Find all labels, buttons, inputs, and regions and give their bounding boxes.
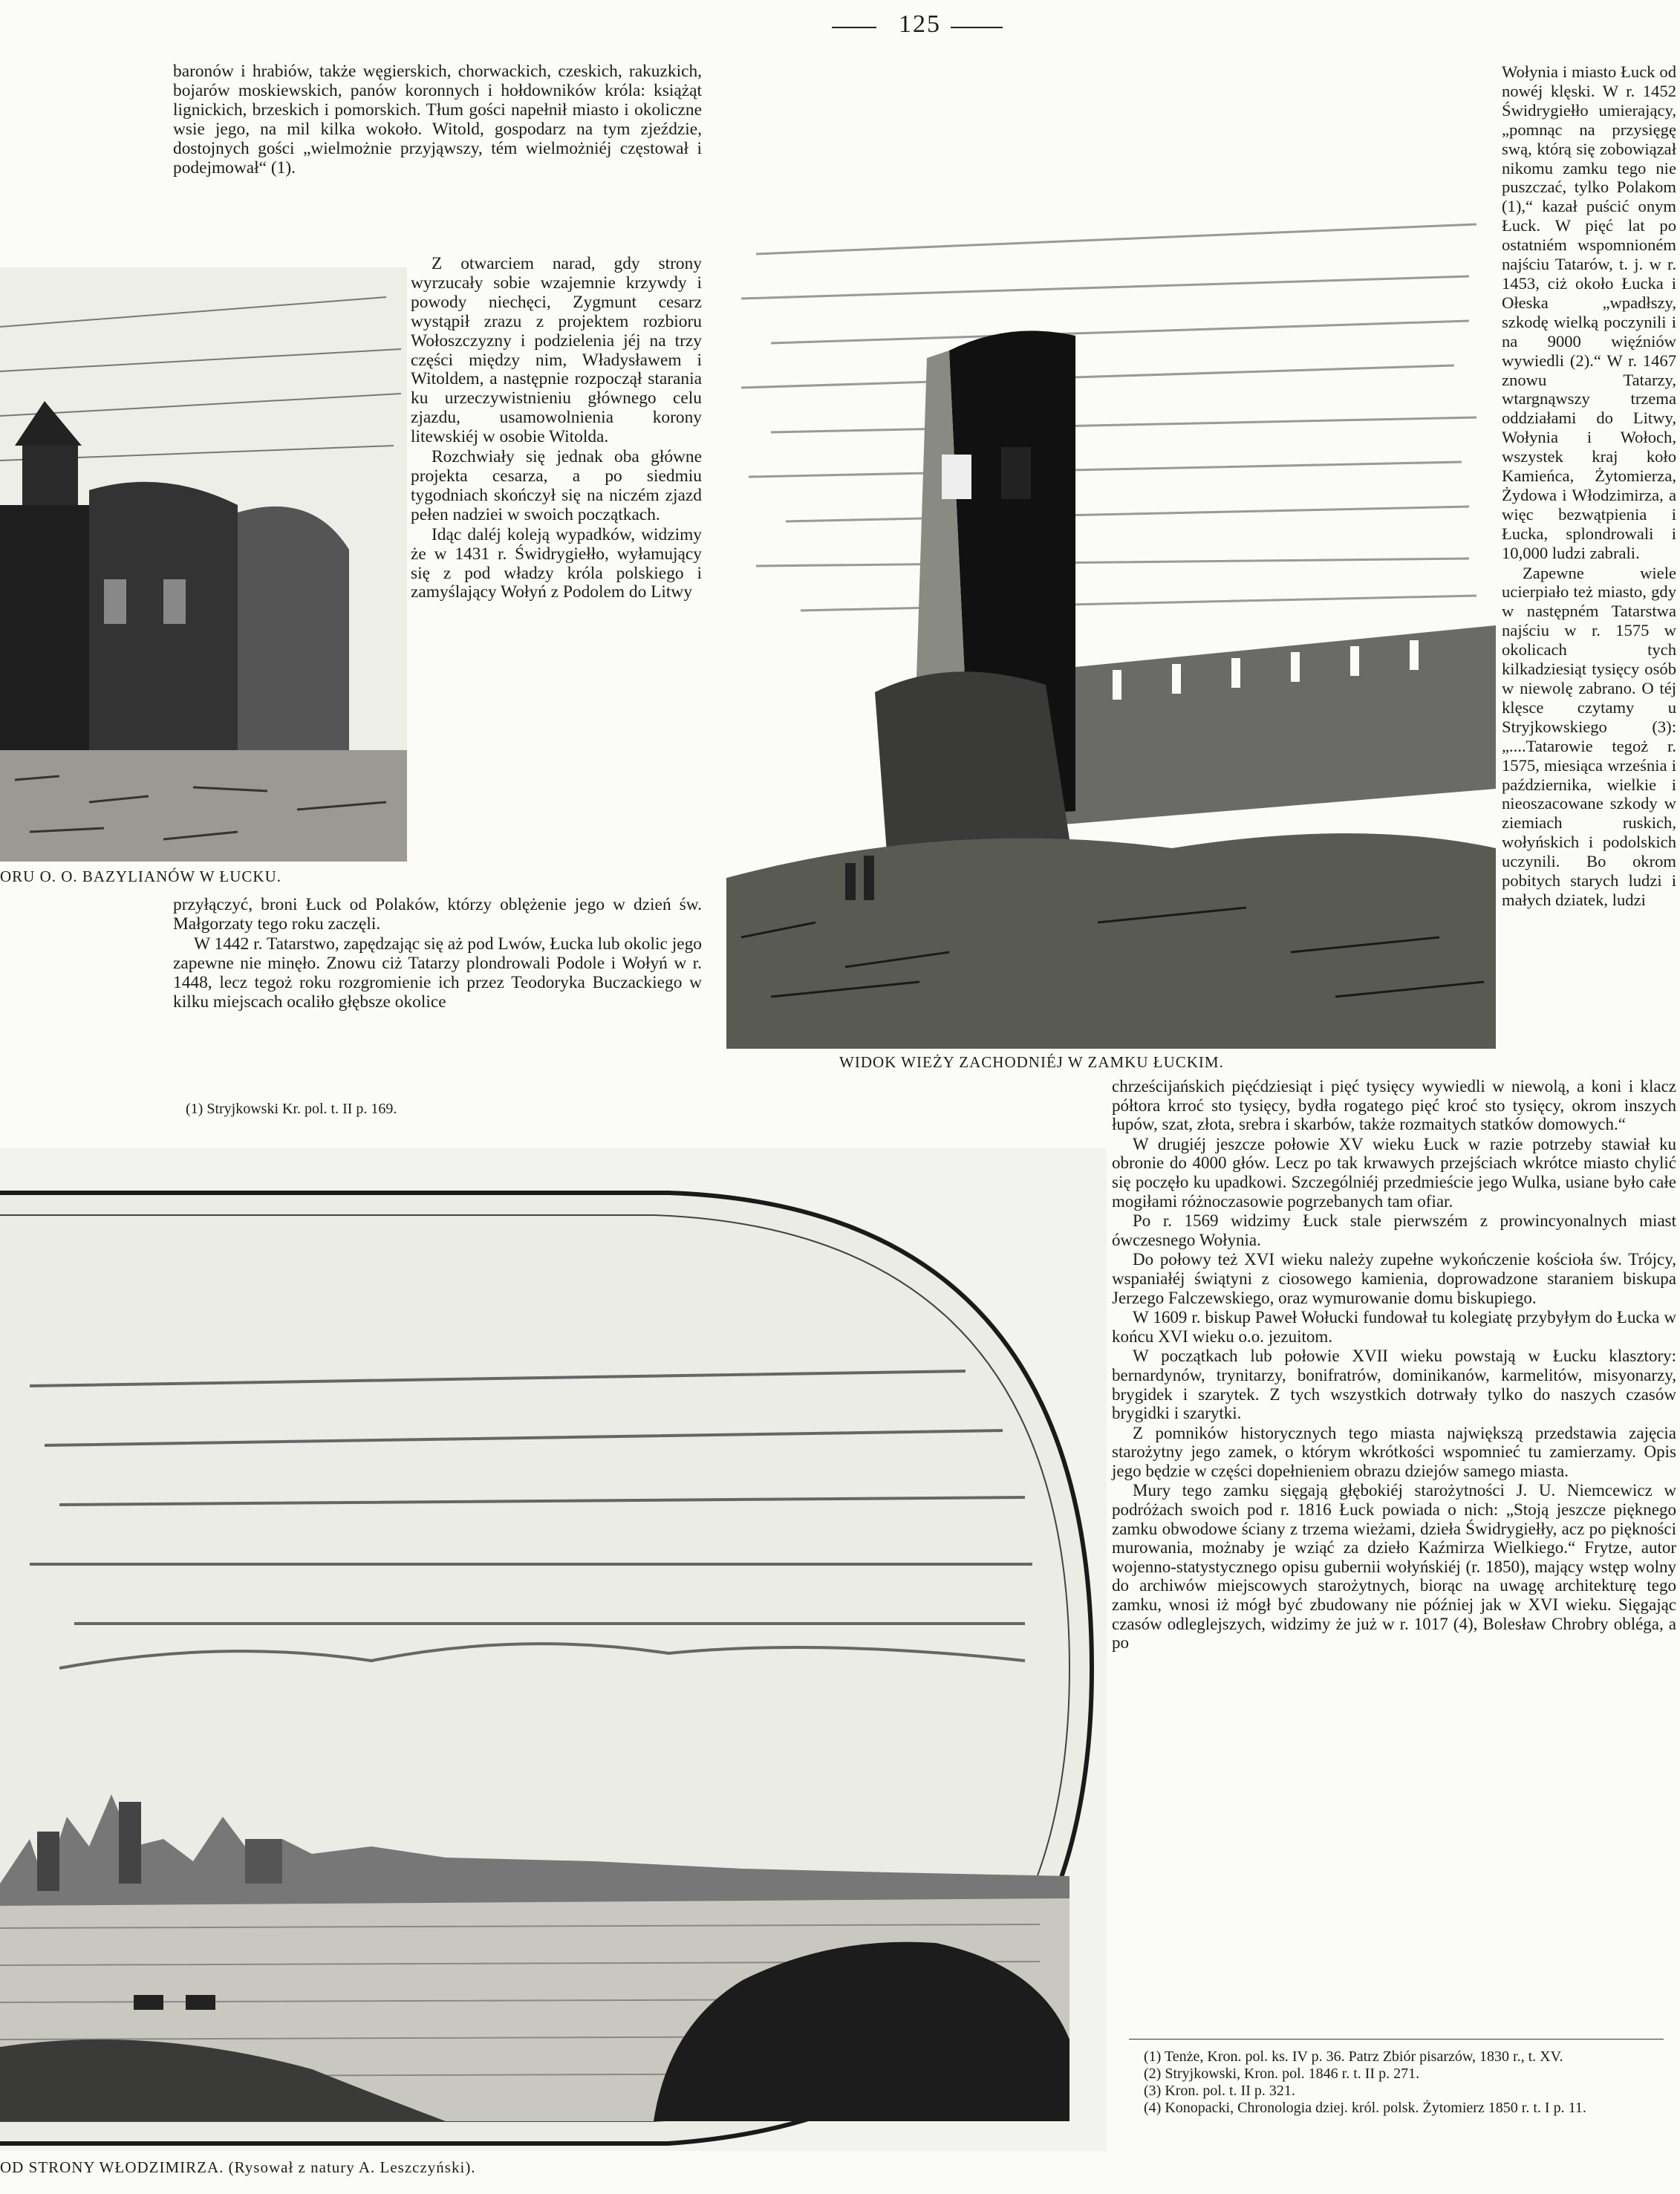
bazylian-church-caption: ORU O. O. BAZYLIANÓW W ŁUCKU. <box>0 867 281 885</box>
right-top-column <box>1502 62 1676 911</box>
tower-caption: WIDOK WIEŻY ZACHODNIÉJ W ZAMKU ŁUCKIM. <box>839 1053 1224 1071</box>
paragraph: Po r. 1569 widzimy Łuck stale pierwszém z prowincyonalnych miast ówczesnego Wołynia. <box>1112 1211 1676 1249</box>
left-top-paragraph <box>173 62 702 178</box>
footnote-rule <box>1129 2039 1664 2040</box>
paragraph: W drugiéj jeszcze połowie XV wieku Łuck w razie potrzeby stawiał ku obronie do 4000 głów. Lecz po tak krwawych przejściach wkrótce miasto chylić się poczęło ku upadkowi. Szczególniéj przedmieście jego Wulka, usiane było całe mogiłami różnoczasowie pogrzebanych tam ofiar. <box>1112 1134 1676 1211</box>
paragraph: Do połowy też XVI wieku należy zupełne wykończenie kościoła św. Trójcy, wspaniałéj świątyni z ciosowego kamienia, doprowadzone staraniem biskupa Jerzego Falczewskiego, oraz wymurowanie domu biskupiego. <box>1112 1250 1676 1307</box>
footnote: (2) Stryjkowski, Kron. pol. 1846 r. t. II p. 271. <box>1144 2066 1420 2082</box>
tower-engraving <box>726 209 1496 1049</box>
right-footnotes <box>1144 2048 1675 2117</box>
panorama-caption: OD STRONY WŁODZIMIRZA. (Rysował z natury A. Leszczyński). <box>0 2158 476 2176</box>
paragraph: W początkach lub połowie XVII wieku powstają w Łucku klasztory: bernardynów, trynitarzy, bonifratrów, dominikanów, karmelitów, misyonarzy, brygidek i szarytek. Z tych wszystkich dotrwały tylko do naszych czasów brygidki i szarytki. <box>1112 1347 1676 1423</box>
paragraph: Mury tego zamku sięgają głębokiéj starożytności J. U. Niemcewicz w podróżach swoich pod r. 1816 Łuck powiada o nich: „Stoją jeszcze pięknego zamku obwodowe ściany z trzema wieżami, dzieła Świdrygiełły, acz po piękności murowania, możnaby je wziąć za dzieło Kaźmirza Wielkiego.“ Frytze, autor wojenno-statystycznego opisu gubernii wołyńskiéj (r. 1850), mający wstęp wolny do archiwów miejscowych starożytnych, biorąc na uwagę architekturę tego zamku, wnosi iż mógł być zbudowany nie później jak w XVI wieku. Sięgając czasów odleglejszych, widzimy że już w r. 1017 (4), Bolesław Chrobry obléga, a po <box>1112 1481 1676 1653</box>
bazylian-church-engraving <box>0 267 407 862</box>
paragraph: W 1609 r. biskup Paweł Wołucki fundował tu kolegiatę przybyłym do Łucka w końcu XVI wieku o.o. jezuitom. <box>1112 1308 1676 1346</box>
left-wrap-column <box>411 255 702 603</box>
paragraph: W 1442 r. Tatarstwo, zapędzając się aż pod Lwów, Łucka lub okolic jego zapewne nie minęło. Znowu ciż Tatarzy plondrowali Podole i Wołyń w r. 1448, lecz tegoż roku rozgromienie ich przez Teodoryka Buczackiego w kilku miejscach ocaliło głębsze okolice <box>173 934 702 1012</box>
paragraph: Idąc daléj koleją wypadków, widzimy że w 1431 r. Świdrygiełło, wyłamujący się z pod władzy króla polskiego i zamyślający Wołyń z Podolem do Litwy <box>411 524 702 602</box>
paragraph: Z pomników historycznych tego miasta największą przedstawia zajęcia starożytny jego zamek, o którym wkrótkości wspomnieć tu zamierzamy. Opis jego będzie w części dopełnieniem obrazu dziejów samego miasta. <box>1112 1423 1676 1480</box>
right-wide-column <box>1112 1077 1676 1653</box>
tower-illustration <box>726 209 1496 1049</box>
paragraph: przyłączyć, broni Łuck od Polaków, którzy oblężenie jego w dzień św. Małgorzaty tego roku zaczęli. <box>173 895 702 934</box>
footnote: (4) Konopacki, Chronologia dziej. król. polsk. Żytomierz 1850 r. t. I p. 11. <box>1144 2100 1586 2116</box>
paragraph: baronów i hrabiów, także węgierskich, chorwackich, czeskich, rakuzkich, bojarów moskiewskich, panów koronnych i hołdowników króla: książąt lignickich, brzeskich i pomorskich. Tłum gości napełnił miasto i okoliczne wsie jego, na mil kilka wokoło. Witold, gospodarz na tym zjeździe, dostojnych gości „wielmożnie przyjąwszy, tém wielmożniéj częstował i podejmował“ (1). <box>173 62 702 178</box>
footnote: (3) Kron. pol. t. II p. 321. <box>1144 2083 1295 2099</box>
panorama-engraving <box>0 1148 1107 2151</box>
paragraph: Z otwarciem narad, gdy strony wyrzucały sobie wzajemnie krzywdy i powody niechęci, Zygmunt cesarz wystąpił zrazu z projektem rozbioru Wołoszczyzny i podzielenia jéj na trzy części między nim, Władysławem i Witoldem, a następnie rozpoczął starania ku urzeczywistnieniu głównego celu zjazdu, usamowolnienia korony litewskiéj w osobie Witolda. <box>411 254 702 447</box>
page-number: 125 <box>899 10 941 38</box>
paragraph: Zapewne wiele ucierpiało też miasto, gdy w następném Tatarstwa najściu w r. 1575 w okolicach tych kilkadziesiąt tysięcy osób w niewolę zabrano. O téj klęsce czytamy u Stryjkowskiego (3): „....Tatarowie tegoż r. 1575, miesiąca września i października, wielkie i nieoszacowane szkody w ziemiach ruskich, wołyńskich i podolskich uczynili. Bo okrom pobitych starych ludzi i małych dziatek, ludzi <box>1502 563 1676 909</box>
paragraph: Rozchwiały się jednak oba główne projekta cesarza, a po siedmiu tygodniach skończył się na niczém zjazd pełen nadziei w swoich początkach. <box>411 447 702 524</box>
panorama-illustration <box>0 1148 1107 2151</box>
church-illustration <box>0 267 407 862</box>
footnote: (1) Tenże, Kron. pol. ks. IV p. 36. Patrz Zbiór pisarzów, 1830 r., t. XV. <box>1144 2048 1563 2065</box>
left-lower-column <box>173 896 702 1012</box>
paragraph: chrześcijańskich pięćdziesiąt i pięć tysięcy wywiedli w niewolą, a koni i klacz półtora krroć sto tysięcy, bydła rogatego pięć kroć sto tysięcy, okrom inszych łupów, szat, złota, srebra i skarbów, także rozmaitych statków domowych.“ <box>1112 1077 1676 1134</box>
paragraph: Wołynia i miasto Łuck od nowéj klęski. W r. 1452 Świdrygiełło umierający, „pomnąc na przysięgę swą, którą się zobowiązał nikomu zamku tego nie puszczać, tylko Polakom (1),“ kazał puścić onym Łuck. W pięć lat po ostatniém wspomnioném najściu Tatarów, t. j. w r. 1453, ciż około Łucka i Ołeska „wpadłszy, szkodę wielką poczynili i na 9000 więźniów wywiedli (2).“ W r. 1467 znowu Tatarzy, wtargnąwszy trzema oddziałami do Litwy, Wołynia i Wołoch, wszystek kraj koło Kamieńca, Żytomierza, Żydowa i Włodzimirza, a więc bezwątpienia i Łucka, splondrowali i 10,000 ludzi zabrali. <box>1502 62 1676 562</box>
left-footnote: (1) Stryjkowski Kr. pol. t. II p. 169. <box>186 1101 397 1117</box>
